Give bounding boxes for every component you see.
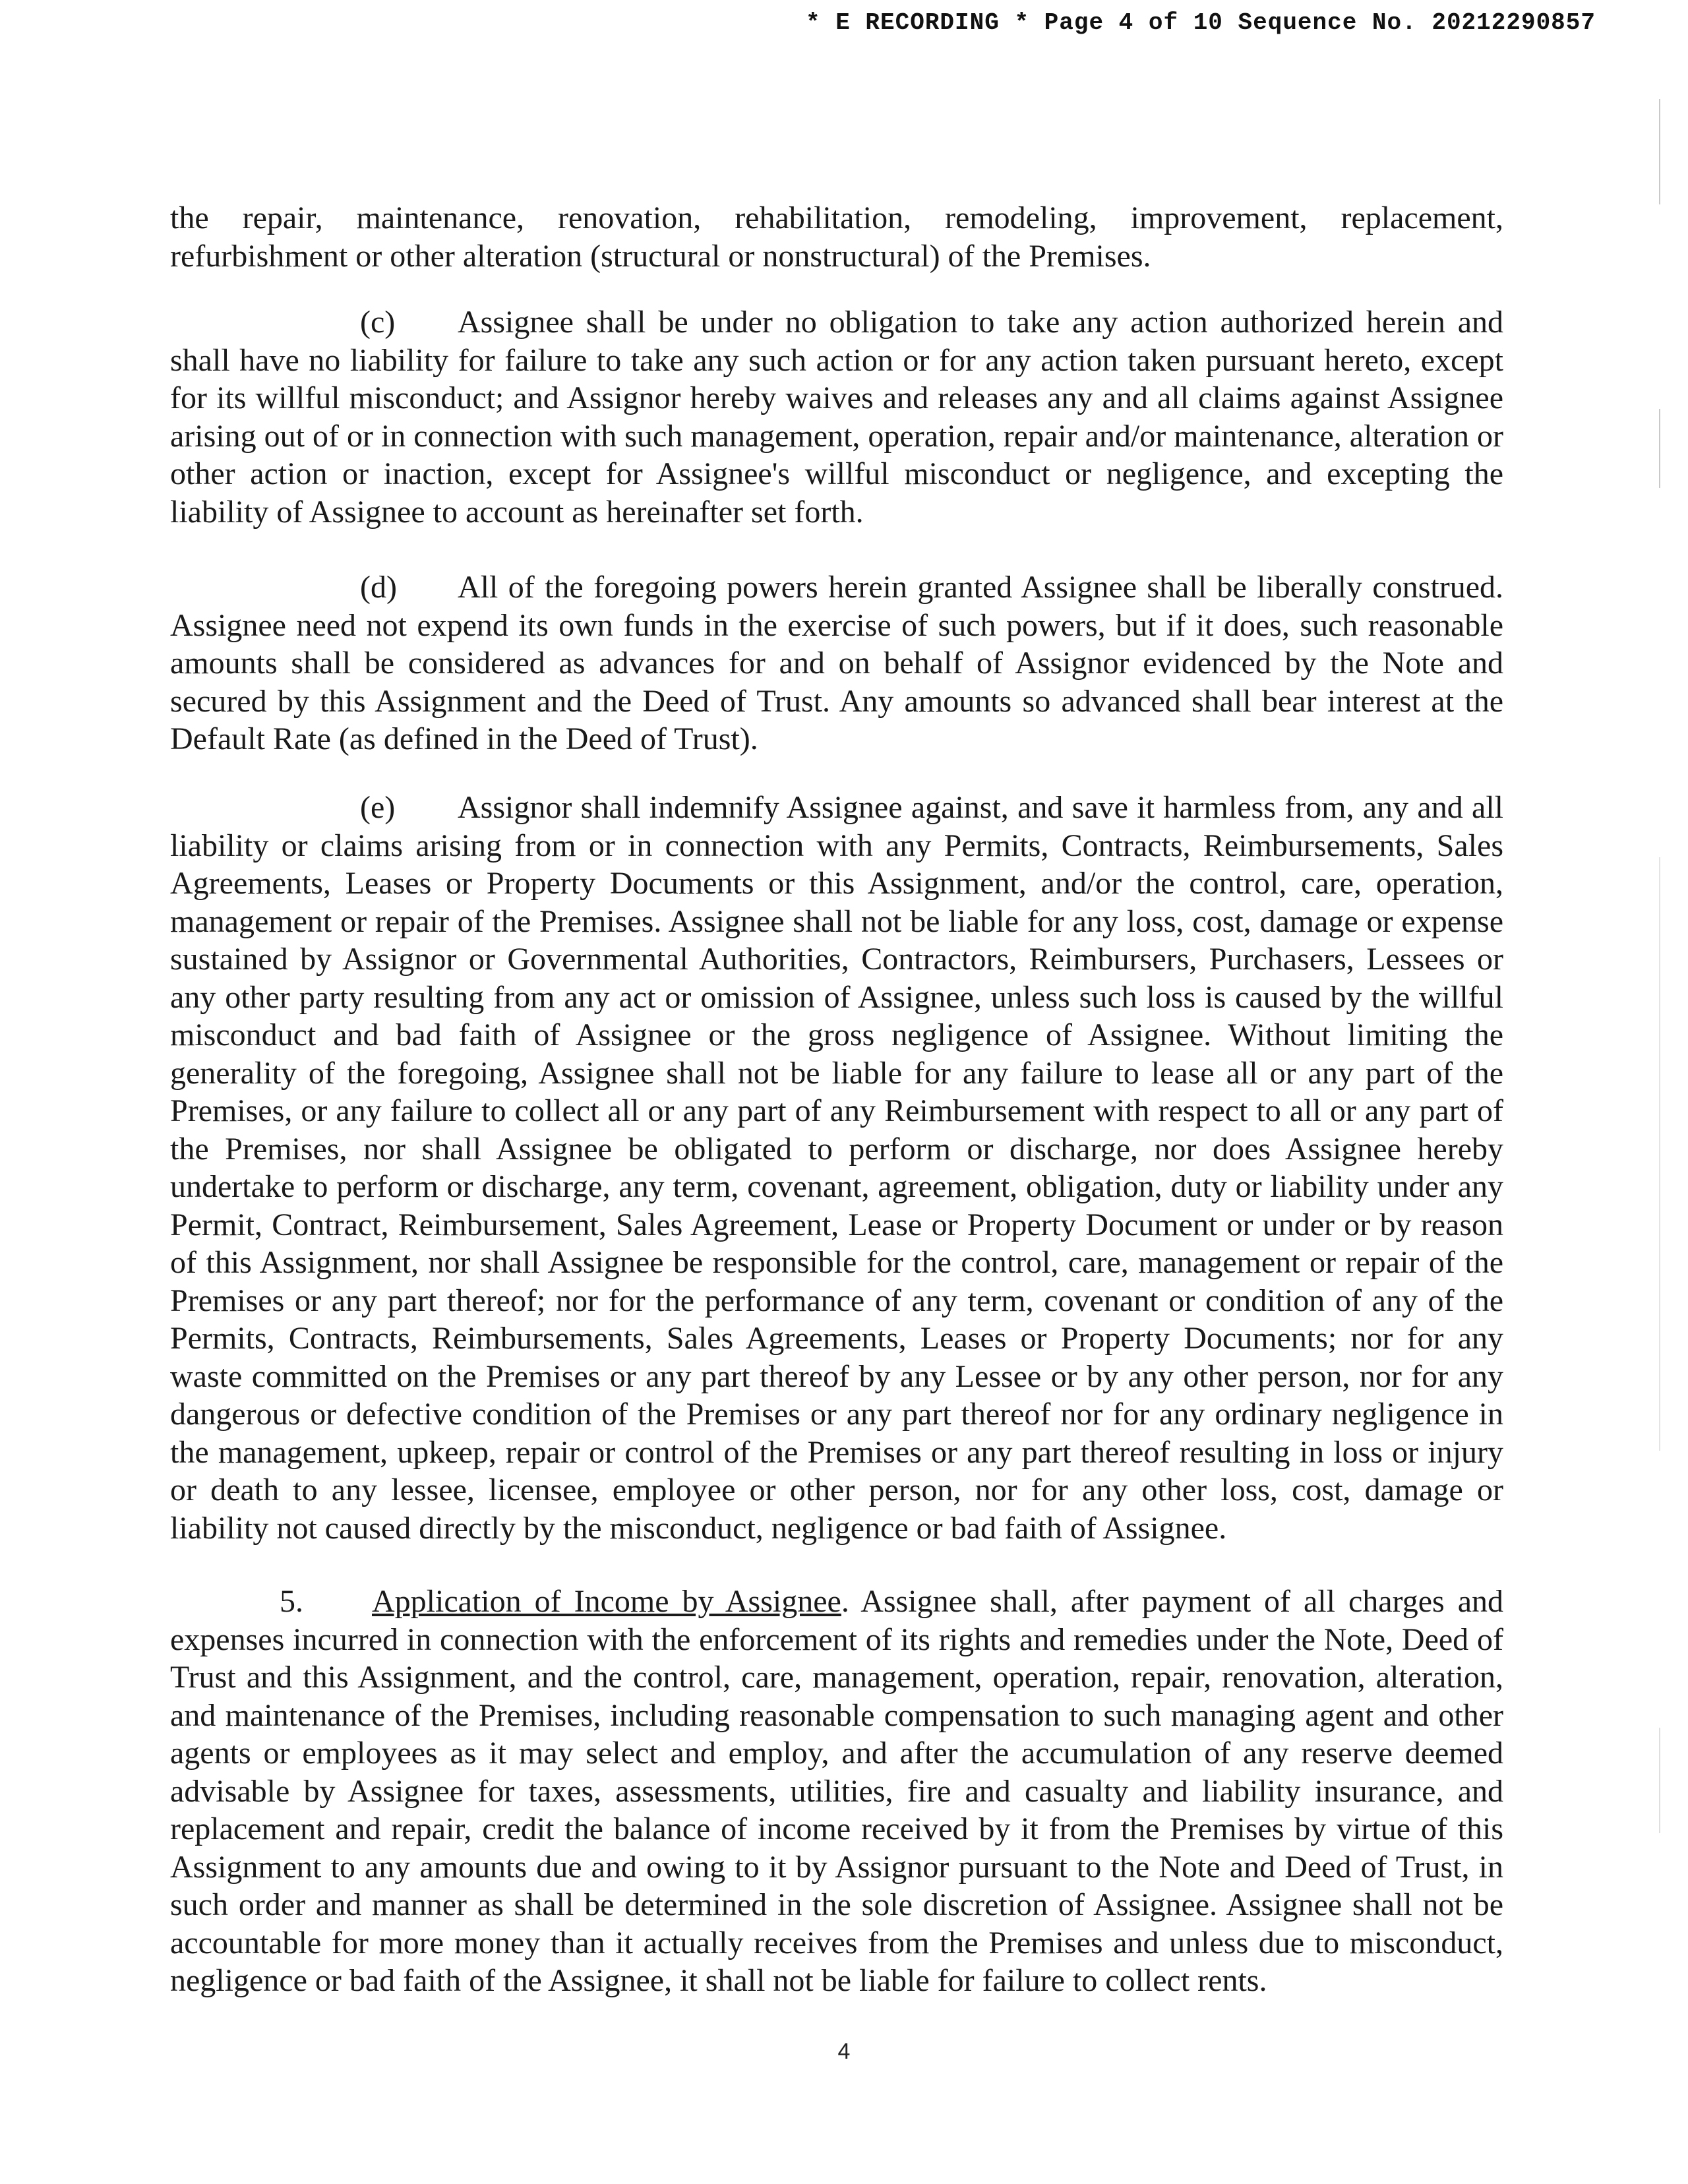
subsection-e-text: Assignor shall indemnify Assignee against, and save it harmless from, any and all liability or claims arising from or in connection with any Permits, Contracts, Reimbursements, Sales Agreements, Leases or Property Documents or this Assignment, and/or the control, care, operation, management or repair of the Premises. Assignee shall not be liable for any loss, cost, damage or expense sustained by Assignor or Governmental Authorities, Contractors, Reimbursers, Purchasers, Lessees or any other party resulting from any act or omission of Assignee, unless such loss is caused by the willful misconduct and bad faith of Assignee or the gross negligence of Assignee. Without limiting the generality of the foregoing, Assignee shall not be liable for any failure to lease all or any part of the Premises, or any failure to collect all or any part of any Reimbursement with respect to all or any part of the Premises, nor shall Assignee be obligated to perform or discharge, nor does Assignee hereby undertake to perform or discharge, any term, covenant, agreement, obligation, duty or liability under any Permit, Contract, Reimbursement, Sales Agreement, Lease or Property Document or under or by reason of this Assignment, nor shall Assignee be responsible for the control, care, management or repair of the Premises or any part thereof; nor for the performance of any term, covenant or condition of any of the Permits, Contracts, Reimbursements, Sales Agreements, Leases or Property Documents; nor for any waste committed on the Premises or any part thereof by any Lessee or by any other person, nor for any dangerous or defective condition of the Premises or any part thereof nor for any ordinary negligence in the management, upkeep, repair or control of the Premises or any part thereof resulting in loss or injury or death to any lessee, licensee, employee or other person, nor for any other loss, cost, damage or liability not caused directly by the misconduct, negligence or bad faith of Assignee. bbox=[170, 790, 1503, 1546]
subsection-c bbox=[170, 303, 1503, 531]
subsection-c-label: (c) bbox=[360, 305, 396, 340]
scan-edge-mark bbox=[1659, 409, 1660, 488]
paragraph-intro-text: the repair, maintenance, renovation, rehabilitation, remodeling, improvement, replacement, refurbishment or other alteration (structural or nonstructural) of the Premises. bbox=[170, 200, 1503, 274]
page-number: 4 bbox=[837, 2039, 851, 2064]
subsection-c-text: Assignee shall be under no obligation to take any action authorized herein and shall have no liability for failure to take any such action or for any action taken pursuant hereto, except for its willful misconduct; and Assignor hereby waives and releases any and all claims against Assignee arising out of or in connection with such management, operation, repair and/or maintenance, alteration or other action or inaction, except for Assignee's willful misconduct or negligence, and excepting the liability of Assignee to account as hereinafter set forth. bbox=[170, 305, 1503, 530]
subsection-d-text: All of the foregoing powers herein granted Assignee shall be liberally construed. Assignee need not expend its own funds in the exercise of such powers, but if it does, such reasonable amounts shall be considered as advances for and on behalf of Assignor evidenced by the Note and secured by this Assignment and the Deed of Trust. Any amounts so advanced shall bear interest at the Default Rate (as defined in the Deed of Trust). bbox=[170, 570, 1503, 756]
scan-edge-mark bbox=[1659, 99, 1660, 204]
scan-edge-mark bbox=[1659, 857, 1660, 1451]
section-5-text: . Assignee shall, after payment of all charges and expenses incurred in connection with the enforcement of its rights and remedies under the Note, Deed of Trust and this Assignment, and the control, care, management, operation, repair, renovation, alteration, and maintenance of the Premises, including reasonable compensation to such managing agent and other agents or employees as it may select and employ, and after the accumulation of any reserve deemed advisable by Assignee for taxes, assessments, utilities, fire and casualty and liability insurance, and replacement and repair, credit the balance of income received by it from the Premises by virtue of this Assignment to any amounts due and owing to it by Assignor pursuant to the Note and Deed of Trust, in such order and manner as shall be determined in the sole discretion of Assignee. Assignee shall not be accountable for more money than it actually receives from the Premises and unless due to misconduct, negligence or bad faith of the Assignee, it shall not be liable for failure to collect rents. bbox=[170, 1584, 1503, 1998]
paragraph-intro bbox=[170, 199, 1503, 275]
subsection-e-label: (e) bbox=[360, 790, 396, 825]
section-5-number: 5. bbox=[280, 1584, 303, 1619]
subsection-e bbox=[170, 789, 1503, 1547]
subsection-d-label: (d) bbox=[360, 570, 397, 605]
recording-stamp-header: * E RECORDING * Page 4 of 10 Sequence No. 20212290857 bbox=[806, 9, 1596, 36]
scan-edge-mark bbox=[1659, 1728, 1660, 1833]
section-5 bbox=[170, 1583, 1503, 2000]
subsection-d bbox=[170, 568, 1503, 758]
section-5-caption: Application of Income by Assignee bbox=[372, 1584, 841, 1619]
